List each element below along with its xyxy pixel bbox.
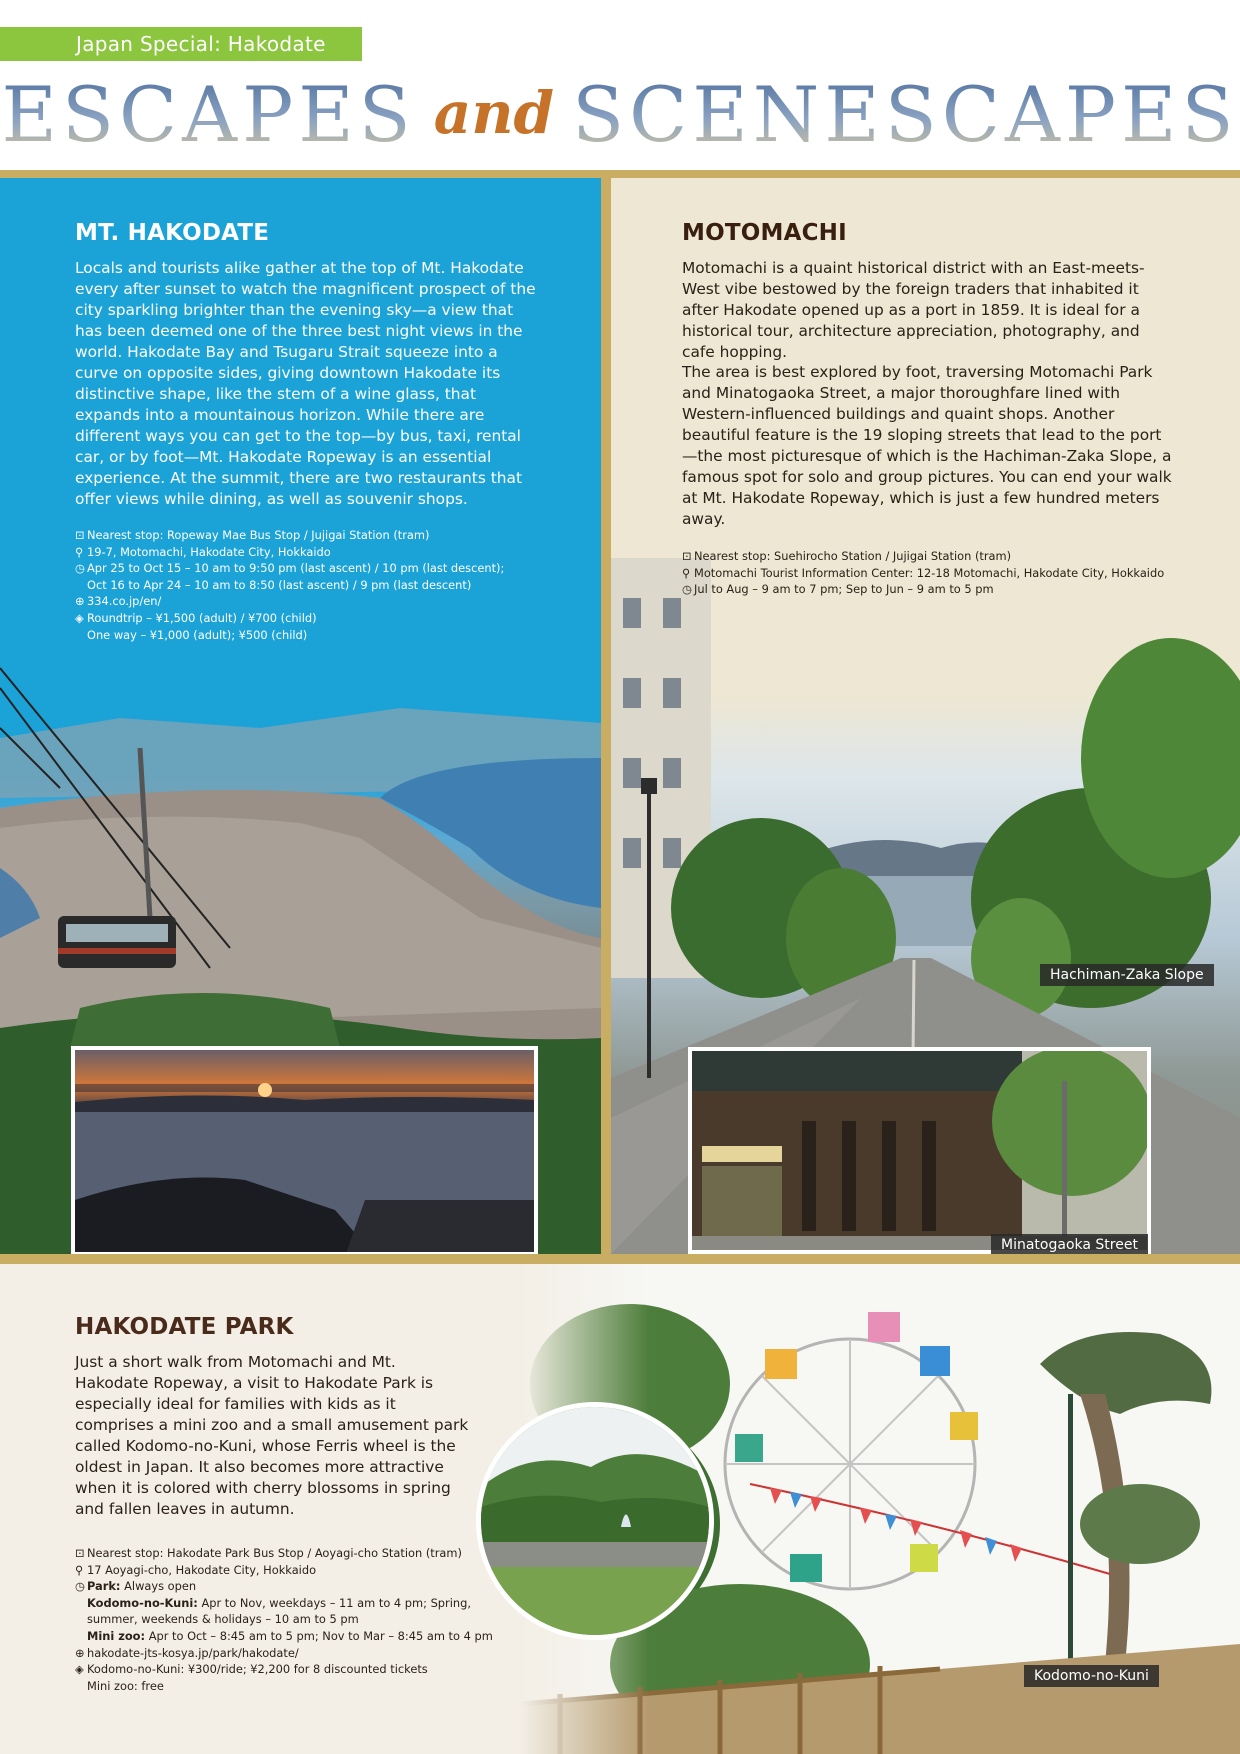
location-pin-icon: ⚲ [75, 1562, 84, 1577]
info-park-hours: ◷ Park: Always open [75, 1579, 197, 1594]
info-address: ⚲ Motomachi Tourist Information Center: 12-18 Motomachi, Hakodate City, Hokkaido [682, 565, 1165, 580]
motomachi-body-2: The area is best explored by foot, traversing Motomachi Park and Minatogaoka Street, a major thoroughfare lined with Western-influenced buildings and quaint shops. Another beautiful feature is the 19 sloping streets that lead to the port—the most picturesque of which is the Hachiman-Zaka Slope, a famous spot for solo and group pictures. You can end your walk at Mt. Hakodate Ropeway, which is just a few hundred meters away. [682, 363, 1172, 528]
title-word-scenescapes: SCENESCAPES [572, 70, 1239, 159]
info-price: ◈ Roundtrip – ¥1,500 (adult) / ¥700 (child) [75, 610, 317, 625]
info-nearest-stop: ⊡ Nearest stop: Hakodate Park Bus Stop / Aoyagi-cho Station (tram) [75, 1546, 462, 1560]
info-hours-continued: Oct 16 to Apr 24 – 10 am to 8:50 (last ascent) / 9 pm (last descent) [87, 577, 472, 592]
info-kodomo-hours: Kodomo-no-Kuni: Apr to Nov, weekdays – 11 am to 4 pm; Spring, [87, 1595, 471, 1610]
bus-icon: ⊡ [75, 528, 85, 542]
sunset-photo [71, 1046, 538, 1254]
ticket-icon: ◈ [75, 1662, 84, 1677]
hakodate-park-body: Just a short walk from Motomachi and Mt. Hakodate Ropeway, a visit to Hakodate Park is especially ideal for families with kids as it comprises a mini zoo and a small amusement park called Kodomo-no-Kuni, whose Ferris wheel is the oldest in Japan. It also becomes more attractive when it is colored with cherry blossoms in spring and fallen leaves in autumn. [75, 1353, 469, 1518]
motomachi-info [682, 548, 1164, 598]
caption-kodomo-no-kuni: Kodomo-no-Kuni [1024, 1665, 1159, 1687]
clock-icon: ◷ [682, 582, 692, 597]
globe-icon: ⊕ [75, 594, 85, 609]
info-nearest-stop: ⊡ Nearest stop: Ropeway Mae Bus Stop / Jujigai Station (tram) [75, 528, 430, 542]
middle-divider [0, 1254, 1240, 1264]
ticket-icon: ◈ [75, 610, 84, 625]
info-price: ◈ Kodomo-no-Kuni: ¥300/ride; ¥2,200 for 8 discounted tickets [75, 1662, 428, 1677]
info-address: ⚲ 19-7, Motomachi, Hakodate City, Hokkaido [75, 544, 331, 559]
motomachi-body-1: Motomachi is a quaint historical district with an East-meets-West vibe bestowed by the foreign traders that inhabited it after Hakodate opened up as a port in 1859. It is ideal for a historical tour, architecture appreciation, photography, and cafe hopping. [682, 259, 1145, 361]
info-kodomo-hours-continued: summer, weekends & holidays – 10 am to 5 pm [87, 1612, 359, 1627]
title-word-escapes: ESCAPES [1, 70, 416, 159]
info-nearest-stop: ⊡ Nearest stop: Suehirocho Station / Jujigai Station (tram) [682, 549, 1012, 563]
hakodate-park-info [75, 1545, 493, 1694]
info-address: ⚲ 17 Aoyagi-cho, Hakodate City, Hokkaido [75, 1562, 317, 1577]
motomachi-section [611, 178, 1240, 1254]
hakodate-park-heading: HAKODATE PARK [75, 1314, 294, 1340]
hakodate-park-section [0, 1264, 1240, 1754]
caption-hachiman-zaka-slope: Hachiman-Zaka Slope [1040, 964, 1214, 986]
info-hours: ◷ Jul to Aug – 9 am to 7 pm; Sep to Jun – 9 am to 5 pm [682, 582, 994, 597]
globe-icon: ⊕ [75, 1645, 85, 1660]
info-zoo-hours: Mini zoo: Apr to Oct – 8:45 am to 5 pm; Nov to Mar – 8:45 am to 4 pm [87, 1628, 493, 1643]
mt-hakodate-info [75, 527, 504, 643]
mt-hakodate-section [0, 178, 601, 1254]
info-website[interactable]: ⊕ hakodate-jts-kosya.jp/park/hakodate/ [75, 1645, 299, 1660]
column-divider [601, 170, 611, 1264]
clock-icon: ◷ [75, 561, 85, 576]
title-word-and: and [433, 79, 555, 147]
page-title [0, 70, 1240, 170]
info-website[interactable]: ⊕ 334.co.jp/en/ [75, 594, 162, 609]
info-price-continued: One way – ¥1,000 (adult); ¥500 (child) [87, 627, 308, 642]
top-divider [0, 170, 1240, 178]
mt-hakodate-body: Locals and tourists alike gather at the top of Mt. Hakodate every after sunset to watch the magnificent prospect of the city sparkling brighter than the evening sky—a view that has been deemed one of the three best night views in the world. Hakodate Bay and Tsugaru Strait squeeze into a curve on opposite sides, giving downtown Hakodate its distinctive shape, like the stem of a wine glass, that expands into a mountainous horizon. While there are different ways you can get to the top—by bus, taxi, rental car, or by foot—Mt. Hakodate Ropeway is an essential experience. At the summit, there are two restaurants that offer views while dining, as well as souvenir shops. [75, 259, 536, 508]
minatogaoka-street-photo [688, 1047, 1151, 1254]
park-fountain-photo [476, 1402, 714, 1640]
section-tag: Japan Special: Hakodate [0, 27, 362, 61]
location-pin-icon: ⚲ [75, 544, 84, 559]
clock-icon: ◷ [75, 1579, 85, 1594]
bus-icon: ⊡ [682, 549, 692, 563]
caption-minatogaoka-street: Minatogaoka Street [991, 1234, 1148, 1254]
info-price-continued: Mini zoo: free [87, 1678, 164, 1693]
bus-icon: ⊡ [75, 1546, 85, 1560]
motomachi-heading: MOTOMACHI [682, 220, 847, 246]
mt-hakodate-heading: MT. HAKODATE [75, 220, 270, 246]
info-hours: ◷ Apr 25 to Oct 15 – 10 am to 9:50 pm (last ascent) / 10 pm (last descent); [75, 561, 505, 576]
location-pin-icon: ⚲ [682, 565, 691, 580]
